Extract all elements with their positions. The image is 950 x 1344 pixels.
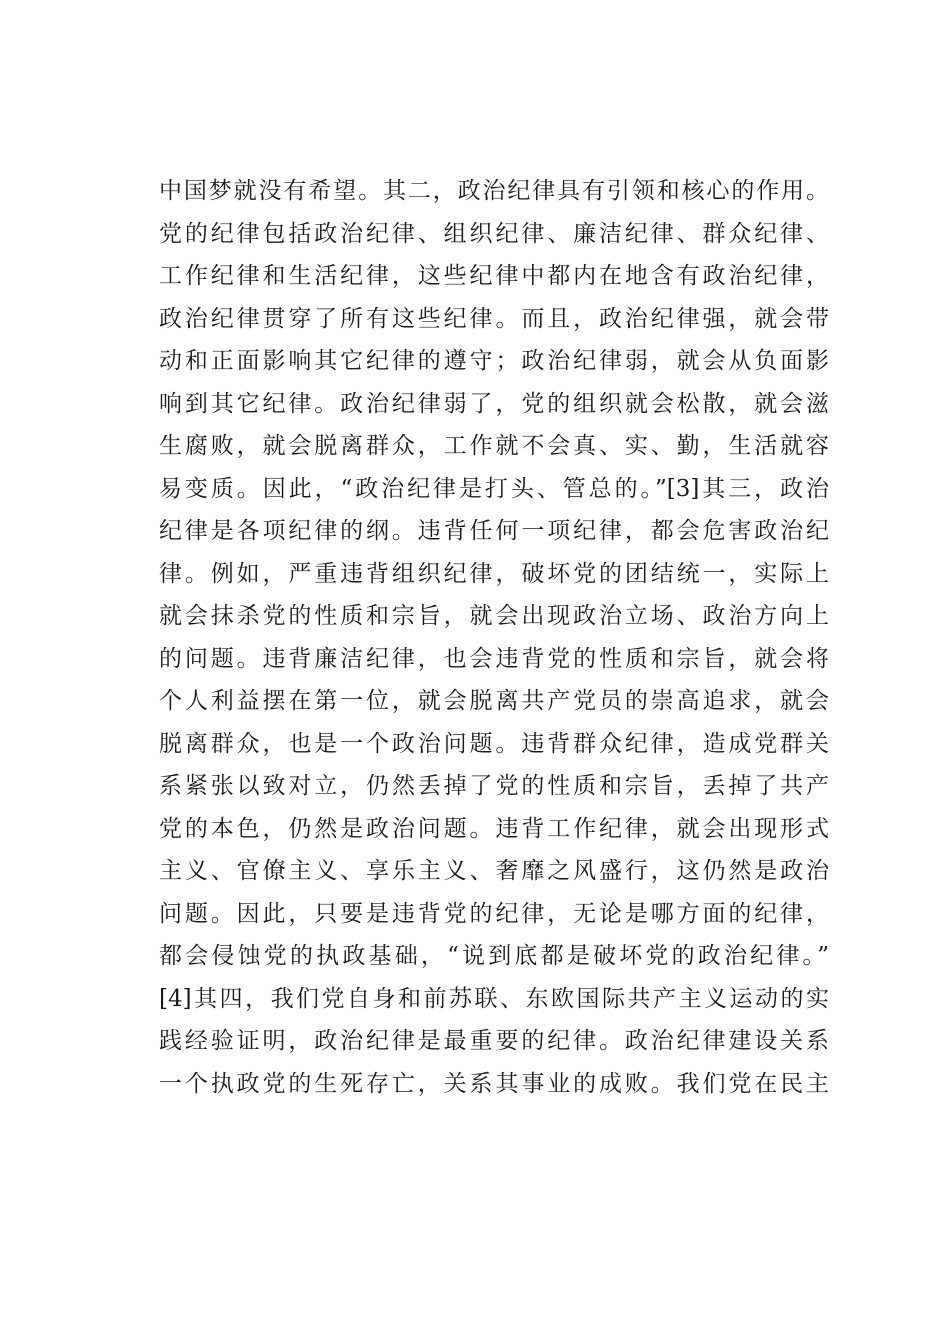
text-line: 党的本色，仍然是政治问题。违背工作纪律，就会出现形式 <box>159 815 829 842</box>
text-line: 都会侵蚀党的执政基础，“说到底都是破坏党的政治纪律。” <box>159 943 829 969</box>
text-line: 个人利益摆在第一位，就会脱离共产党员的崇高追求，就会 <box>159 688 829 714</box>
text-line: 主义、官僚主义、享乐主义、奢靡之风盛行，这仍然是政治 <box>159 858 829 884</box>
text-line: 动和正面影响其它纪律的遵守；政治纪律弱，就会从负面影 <box>159 348 829 374</box>
text-line: 律。例如，严重违背组织纪律，破坏党的团结统一，实际上 <box>159 560 829 587</box>
text-line: 践经验证明，政治纪律是最重要的纪律。政治纪律建设关系 <box>159 1028 829 1054</box>
text-line: 易变质。因此，“政治纪律是打头、管总的。”[3]其三，政治 <box>159 475 829 502</box>
text-line: 的问题。违背廉洁纪律，也会违背党的性质和宗旨，就会将 <box>159 645 829 672</box>
text-line: 生腐败，就会脱离群众，工作就不会真、实、勤，生活就容 <box>159 433 829 459</box>
text-line: 脱离群众，也是一个政治问题。违背群众纪律，造成党群关 <box>159 730 829 757</box>
text-line: 政治纪律贯穿了所有这些纪律。而且，政治纪律强，就会带 <box>159 305 829 332</box>
text-line: 问题。因此，只要是违背党的纪律，无论是哪方面的纪律， <box>159 900 829 927</box>
text-line: 纪律是各项纪律的纲。违背任何一项纪律，都会危害政治纪 <box>159 518 829 544</box>
text-line: 中国梦就没有希望。其二，政治纪律具有引领和核心的作用。 <box>159 178 829 204</box>
text-line: 一个执政党的生死存亡，关系其事业的成败。我们党在民主 <box>159 1070 829 1097</box>
text-line: 党的纪律包括政治纪律、组织纪律、廉洁纪律、群众纪律、 <box>159 220 829 247</box>
text-line: 系紧张以致对立，仍然丢掉了党的性质和宗旨，丢掉了共产 <box>159 773 829 799</box>
text-line: 工作纪律和生活纪律，这些纪律中都内在地含有政治纪律， <box>159 263 829 289</box>
text-line: 响到其它纪律。政治纪律弱了，党的组织就会松散，就会滋 <box>159 390 829 417</box>
body-text <box>159 170 829 1105</box>
text-line: 就会抹杀党的性质和宗旨，就会出现政治立场、政治方向上 <box>159 603 829 629</box>
text-line: [4]其四，我们党自身和前苏联、东欧国际共产主义运动的实 <box>159 985 829 1012</box>
